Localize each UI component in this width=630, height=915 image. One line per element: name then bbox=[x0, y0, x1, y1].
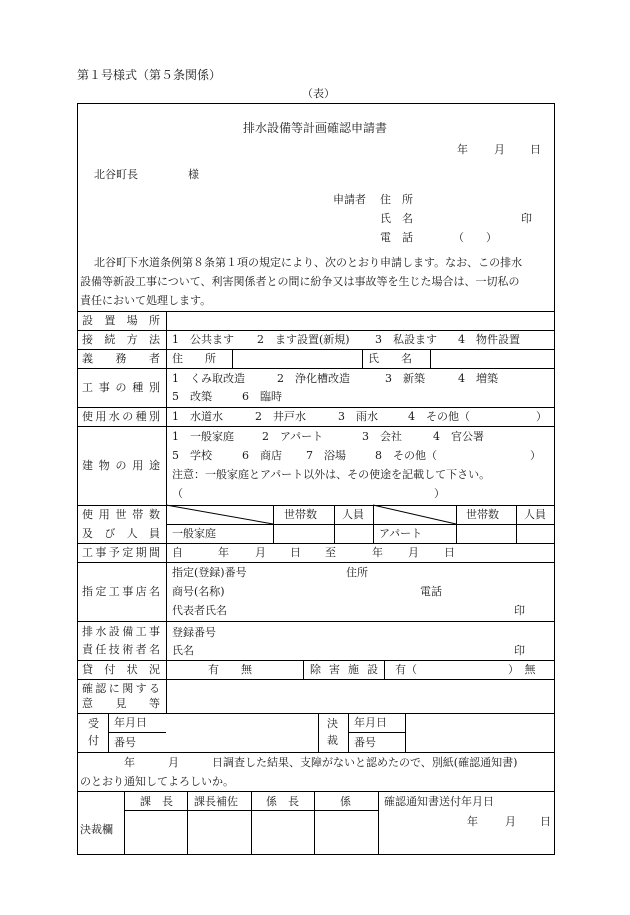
divider bbox=[77, 562, 555, 563]
label-loan: 貸付状況 bbox=[82, 663, 160, 676]
work-type-option: 5 改築 bbox=[172, 390, 212, 403]
divider bbox=[334, 505, 335, 543]
label-contractor: 指定工事店名 bbox=[82, 585, 160, 598]
intro-line: 北谷町下水道条例第８条第１項の規定により、次のとおり申請します。なお、この排水 bbox=[94, 256, 523, 269]
divider bbox=[77, 330, 555, 331]
divider bbox=[273, 505, 274, 543]
divider bbox=[77, 621, 555, 622]
divider bbox=[77, 349, 555, 350]
divider bbox=[77, 752, 555, 753]
schedule-to: 至 bbox=[325, 546, 336, 559]
label-water-type: 使用水の種別 bbox=[82, 410, 160, 423]
schedule-month: 月 bbox=[255, 546, 266, 559]
contractor-rep: 代表者氏名 bbox=[172, 604, 227, 617]
building-use-option: 2 アパート bbox=[262, 430, 324, 443]
water-type-close-paren: ） bbox=[536, 410, 547, 423]
applicant-name-label: 氏 名 bbox=[380, 212, 413, 225]
label-opinion: 確認に関する bbox=[82, 682, 160, 695]
label-obligor: 義務者 bbox=[82, 352, 160, 365]
applicant-seal: 印 bbox=[521, 212, 532, 225]
form-title: 排水設備等計画確認申請書 bbox=[242, 121, 387, 135]
building-use-option: 6 商店 bbox=[242, 449, 282, 462]
building-use-option: 3 会社 bbox=[362, 430, 402, 443]
building-use-option: 8 その他（ bbox=[375, 449, 437, 462]
approval-sub-chief: 係 長 bbox=[266, 795, 299, 808]
divider bbox=[456, 505, 457, 543]
date-year: 年 bbox=[457, 143, 468, 156]
building-use-note: 注意：一般家庭とアパート以外は、その使途を記載して下さい。 bbox=[172, 468, 491, 481]
date-day: 日 bbox=[530, 143, 541, 156]
approval-label: 決裁欄 bbox=[80, 823, 113, 836]
divider bbox=[77, 791, 555, 792]
water-type-option: 3 雨水 bbox=[338, 410, 378, 423]
approval-chief: 課 長 bbox=[140, 795, 173, 808]
divider bbox=[232, 349, 233, 368]
family-label: 一般家庭 bbox=[172, 527, 216, 540]
divider bbox=[124, 791, 125, 855]
water-type-option: 2 井戸水 bbox=[255, 410, 306, 423]
building-use-paren-open: （ bbox=[172, 487, 183, 500]
divider bbox=[166, 524, 555, 525]
method-option: 4 物件設置 bbox=[458, 333, 520, 346]
decision-date: 年月日 bbox=[354, 716, 387, 729]
divider bbox=[77, 679, 555, 680]
label-engineer: 排水設備工事 bbox=[82, 625, 160, 638]
removal-label: 除害施設 bbox=[310, 663, 378, 676]
intro-line: 設備等新設工事について、利害関係者との間に紛争又は事故等を生じた場合は、一切私の bbox=[80, 275, 520, 288]
building-use-paren-close: ） bbox=[434, 487, 445, 500]
label-building-use: 建物の用途 bbox=[82, 459, 160, 472]
contractor-phone: 電話 bbox=[420, 585, 442, 598]
contractor-seal: 印 bbox=[514, 604, 525, 617]
building-use-close-paren: ） bbox=[530, 449, 541, 462]
water-type-option: 1 水道水 bbox=[172, 410, 223, 423]
method-option: 2 ます設置(新規) bbox=[257, 333, 350, 346]
applicant-phone-label: 電 話 bbox=[380, 231, 413, 244]
form-side: （表） bbox=[302, 87, 335, 100]
date-month: 月 bbox=[494, 143, 505, 156]
label-connection-method: 接続方法 bbox=[82, 333, 160, 346]
work-type-option: 1 くみ取改造 bbox=[172, 372, 245, 385]
divider bbox=[348, 732, 405, 733]
approval-day: 日 bbox=[540, 815, 551, 828]
divider bbox=[378, 791, 379, 855]
removal-no: ） 無 bbox=[508, 663, 536, 676]
result-line: のとおり通知してよろしいか。 bbox=[80, 775, 234, 788]
divider bbox=[318, 713, 319, 752]
approval-notice: 確認通知書送付年月日 bbox=[384, 795, 494, 808]
building-use-option: 1 一般家庭 bbox=[172, 430, 234, 443]
engineer-seal: 印 bbox=[514, 644, 525, 657]
schedule-month: 月 bbox=[408, 546, 419, 559]
removal-yes: 有（ bbox=[395, 663, 417, 676]
divider bbox=[77, 713, 555, 714]
applicant-address-label: 住 所 bbox=[380, 193, 413, 206]
form-number: 第１号様式（第５条関係） bbox=[77, 68, 222, 82]
loan-value: 有 無 bbox=[208, 663, 252, 676]
building-use-option: 5 学校 bbox=[172, 449, 212, 462]
addressee-name: 北谷町長 bbox=[94, 168, 138, 181]
decision-label: 決 bbox=[327, 717, 338, 730]
label-persons: 及び人員 bbox=[82, 527, 160, 540]
divider bbox=[373, 505, 374, 543]
decision-label: 裁 bbox=[327, 734, 338, 747]
divider bbox=[405, 713, 406, 752]
approval-assistant: 課長補佐 bbox=[194, 795, 238, 808]
divider bbox=[77, 660, 555, 661]
work-type-option: 6 臨時 bbox=[242, 390, 282, 403]
divider bbox=[303, 660, 304, 679]
addressee-honorific: 様 bbox=[188, 168, 199, 181]
divider bbox=[516, 505, 517, 543]
divider bbox=[108, 732, 166, 733]
engineer-reg: 登録番号 bbox=[172, 626, 216, 639]
divider bbox=[77, 505, 555, 506]
contractor-trade-name: 商号(名称) bbox=[172, 585, 225, 598]
divider bbox=[77, 543, 555, 544]
schedule-year: 年 bbox=[372, 546, 383, 559]
divider bbox=[187, 791, 188, 855]
approval-month: 月 bbox=[505, 815, 516, 828]
schedule-day: 日 bbox=[444, 546, 455, 559]
households-header: 世帯数 bbox=[284, 508, 317, 521]
method-option: 1 公共ます bbox=[172, 333, 234, 346]
label-households: 使用世帯数 bbox=[82, 508, 160, 521]
households-header: 世帯数 bbox=[466, 508, 499, 521]
engineer-name: 氏名 bbox=[172, 644, 194, 657]
work-type-option: 3 新築 bbox=[385, 372, 425, 385]
schedule-day: 日 bbox=[290, 546, 301, 559]
building-use-option: 4 官公署 bbox=[433, 430, 484, 443]
divider bbox=[362, 349, 363, 368]
approval-year: 年 bbox=[467, 815, 478, 828]
schedule-from: 自 bbox=[172, 546, 183, 559]
schedule-year: 年 bbox=[218, 546, 229, 559]
receipt-label: 受 bbox=[88, 717, 99, 730]
approval-staff: 係 bbox=[340, 795, 351, 808]
label-schedule: 工事予定期間 bbox=[82, 546, 160, 559]
divider bbox=[251, 791, 252, 855]
obligor-address-label: 住 所 bbox=[172, 352, 216, 365]
divider bbox=[77, 407, 555, 408]
work-type-option: 4 増築 bbox=[458, 372, 498, 385]
contractor-reg-no: 指定(登録)番号 bbox=[172, 566, 247, 579]
applicant-phone-paren: （ ） bbox=[453, 231, 497, 244]
building-use-option: 7 浴場 bbox=[306, 449, 346, 462]
divider bbox=[77, 311, 555, 312]
result-line: 年 月 日調査した結果、支障がないと認めたので、別紙(確認通知書) bbox=[124, 756, 518, 769]
apartment-label: アパート bbox=[379, 527, 423, 540]
divider bbox=[77, 368, 555, 369]
label-opinion-2: 意見等 bbox=[82, 697, 160, 710]
persons-header: 人員 bbox=[342, 508, 364, 521]
receipt-date: 年月日 bbox=[114, 716, 147, 729]
receipt-label: 付 bbox=[88, 734, 99, 747]
contractor-address: 住所 bbox=[346, 566, 368, 579]
label-engineer-name: 責任技術者名 bbox=[82, 643, 160, 656]
label-site: 設置場所 bbox=[82, 314, 160, 327]
label-column-divider bbox=[166, 311, 167, 713]
divider bbox=[77, 426, 555, 427]
divider bbox=[384, 660, 385, 679]
work-type-option: 2 浄化槽改造 bbox=[277, 372, 350, 385]
divider bbox=[314, 791, 315, 855]
persons-header: 人員 bbox=[524, 508, 546, 521]
receipt-number: 番号 bbox=[114, 736, 136, 749]
divider bbox=[430, 349, 431, 368]
water-type-option: 4 その他（ bbox=[408, 410, 470, 423]
decision-number: 番号 bbox=[354, 736, 376, 749]
obligor-name-label: 氏 名 bbox=[368, 352, 412, 365]
label-work-type: 工事の種別 bbox=[82, 381, 160, 394]
intro-line: 責任において処理します。 bbox=[80, 294, 212, 307]
applicant-label: 申請者 bbox=[333, 193, 366, 206]
method-option: 3 私設ます bbox=[375, 333, 437, 346]
